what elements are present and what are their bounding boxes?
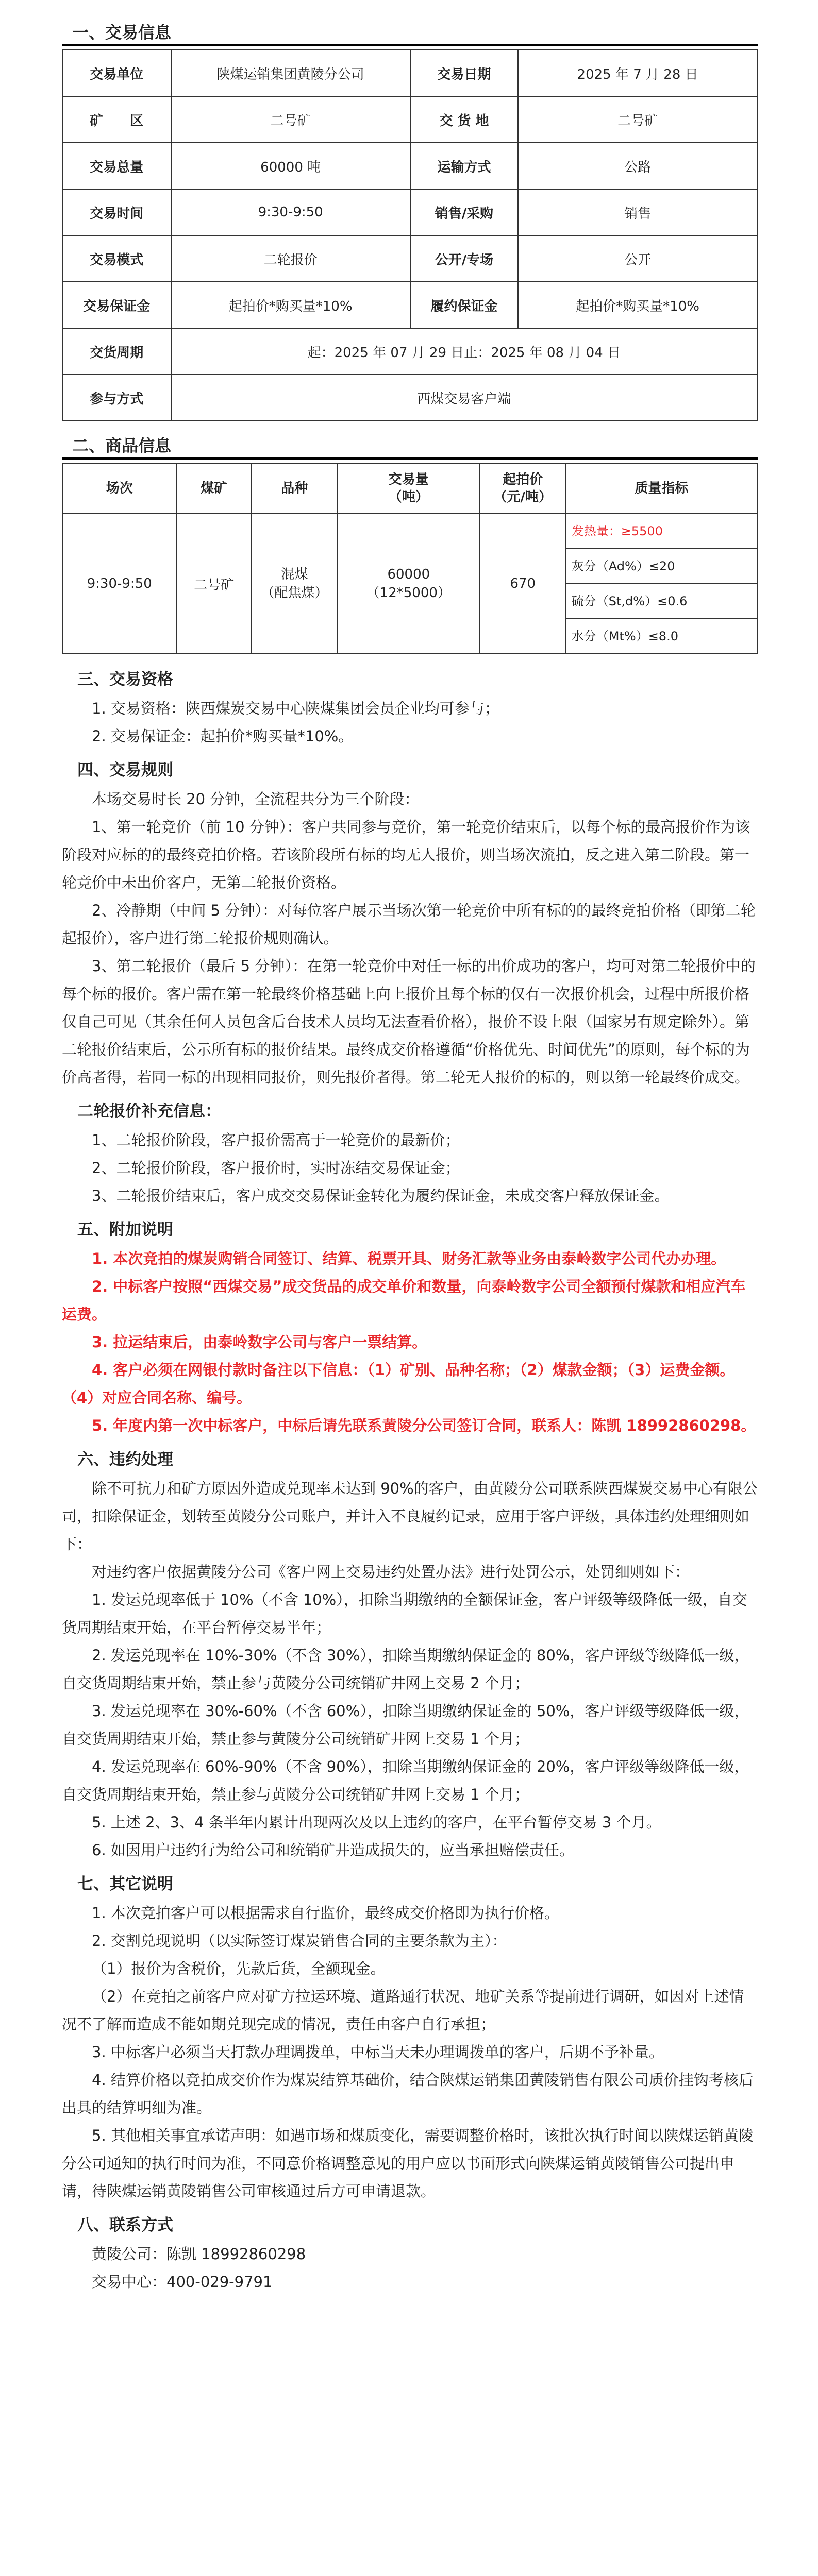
section-title: 四、交易规则: [77, 761, 173, 779]
section-title: 三、交易资格: [77, 670, 173, 689]
section-rule: [62, 44, 758, 46]
contact-company: 黄陵公司：陈凯 18992860298: [92, 2245, 306, 2263]
quality-sulfur: 硫分（St,d%）≤0.6: [566, 584, 757, 619]
section-trade-info: [62, 21, 758, 421]
section-additional-notes: 五、附加说明 1. 本次竞拍的煤炭购销合同签订、结算、税票开具、财务汇款等业务由泰岭数字公司代办办理。 2. 中标客户按照“西煤交易”成交货品的成交单价和数量，向泰岭数字公司全额预付煤款和相应汽车运费。 3. 拉运结束后，由泰岭数字公司与客户一票结算。 4. 客户必须在网银付款时备注以下信息：（1）矿别、品种名称；（2）煤款金额；（3）运费金额。（4）对应合同名称、编号。 5. 年度内第一次中标客户，中标后请先联系黄陵分公司签订合同，联系人：陈凯 18992860298。: [62, 1215, 758, 1439]
table-row: 交易保证金 起拍价*购买量*10% 履约保证金 起拍价*购买量*10%: [62, 282, 757, 328]
section-title: 二、商品信息: [72, 436, 172, 455]
quality-cell: [566, 514, 757, 654]
table-row: 交易单位 陕煤运销集团黄陵分公司 交易日期 2025 年 7 月 28 日: [62, 50, 757, 96]
section-breach: 六、违约处理 除不可抗力和矿方原因外造成兑现率未达到 90%的客户，由黄陵分公司联系陕西煤炭交易中心有限公司，扣除保证金，划转至黄陵分公司账户，并计入不良履约记录，应用于客户评级，具体违约处理细则如下： 对违约客户依据黄陵分公司《客户网上交易违约处置办法》进行处罚公示，处罚细则如下： 1. 发运兑现率低于 10%（不含 10%），扣除当期缴纳的全额保证金，客户评级等级降低一级，自交货周期结束开始，在平台暂停交易半年； 2. 发运兑现率在 10%-30%（不含 30%），扣除当期缴纳保证金的 80%，客户评级等级降低一级，自交货周期结束开始，禁止参与黄陵分公司统销矿井网上交易 2 个月； 3. 发运兑现率在 30%-60%（不含 60%），扣除当期缴纳保证金的 50%，客户评级等级降低一级，自交货周期结束开始，禁止参与黄陵分公司统销矿井网上交易 1 个月； 4. 发运兑现率在 60%-90%（不含 90%），扣除当期缴纳保证金的 20%，客户评级等级降低一级，自交货周期结束开始，禁止参与黄陵分公司统销矿井网上交易 1 个月； 5. 上述 2、3、4 条半年内累计出现两次及以上违约的客户，在平台暂停交易 3 个月。 6. 如因用户违约行为给公司和统销矿井造成损失的，应当承担赔偿责任。: [62, 1445, 758, 1864]
section-title: 六、违约处理: [77, 1450, 173, 1469]
announcement-document: [62, 21, 758, 2296]
section-title: 二轮报价补充信息：: [77, 1102, 221, 1121]
section-other-notes: 七、其它说明 1. 本次竞拍客户可以根据需求自行监价，最终成交价格即为执行价格。 2. 交割兑现说明（以实际签订煤炭销售合同的主要条款为主）： （1）报价为含税价，先款后货，全额现金。 （2）在竞拍之前客户应对矿方拉运环境、道路通行状况、地矿关系等提前进行调研，如因对上述情况不了解而造成不能如期兑现完成的情况，责任由客户自行承担； 3. 中标客户必须当天打款办理调拨单，中标当天未办理调拨单的客户，后期不予补量。 4. 结算价格以竞拍成交价作为煤炭结算基础价，结合陕煤运销集团黄陵销售有限公司质价挂钩考核后出具的结算明细为准。 5. 其他相关事宜承诺声明：如遇市场和煤质变化，需要调整价格时，该批次执行时间以陕煤运销黄陵分公司通知的执行时间为准，不同意价格调整意见的用户应以书面形式向陕煤运销黄陵销售公司提出申请，待陕煤运销黄陵销售公司审核通过后方可申请退款。: [62, 1869, 758, 2205]
section-supplement: 二轮报价补充信息： 1、二轮报价阶段，客户报价需高于一轮竞价的最新价； 2、二轮报价阶段，客户报价时，实时冻结交易保证金； 3、二轮报价结束后，客户成交交易保证金转化为履约保证金，未成交客户释放保证金。: [62, 1096, 758, 1210]
section-qualification: 三、交易资格 1. 交易资格：陕西煤炭交易中心陕煤集团会员企业均可参与； 2. 交易保证金：起拍价*购买量*10%。: [62, 665, 758, 750]
table-row: 交易时间 9:30-9:50 销售/采购 销售: [62, 189, 757, 235]
table-header-row: 场次 煤矿 品种 交易量 （吨） 起拍价 （元/吨） 质量指标: [62, 463, 757, 514]
section-title: 八、联系方式: [77, 2216, 173, 2234]
table-row: 交易总量 60000 吨 运输方式 公路: [62, 143, 757, 189]
section-rule: [62, 457, 758, 460]
table-row: 交货周期 起：2025 年 07 月 29 日止：2025 年 08 月 04 日: [62, 328, 757, 375]
section-rules: 四、交易规则 本场交易时长 20 分钟，全流程共分为三个阶段： 1、第一轮竞价（前 10 分钟）：客户共同参与竞价，第一轮竞价结束后，以每个标的最高报价作为该阶段对应标的的最终竞拍价格。若该阶段所有标的均无人报价，则当场次流拍，反之进入第二阶段。第一轮竞价中未出价客户，无第二轮报价资格。 2、冷静期（中间 5 分钟）：对每位客户展示当场次第一轮竞价中所有标的的最终竞拍价格（即第二轮起报价），客户进行第二轮报价规则确认。 3、第二轮报价（最后 5 分钟）：在第一轮竞价中对任一标的出价成功的客户，均可对第二轮报价中的每个标的报价。客户需在第一轮最终价格基础上向上报价且每个标的仅有一次报价机会，过程中所报价格仅自己可见（其余任何人员包含后台技术人员均无法查看价格），报价不设上限（国家另有规定除外）。第二轮报价结束后，公示所有标的报价结果。最终成交价格遵循“价格优先、时间优先”的原则，每个标的为价高者得，若同一标的出现相同报价，则先报价者得。第二轮无人报价的标的，则以第一轮最终价成交。: [62, 755, 758, 1091]
quality-moisture: 水分（Mt%）≤8.0: [571, 629, 678, 643]
trade-info-table: [62, 49, 758, 421]
table-row: 9:30-9:50 二号矿 混煤 （配焦煤） 60000 （12*5000） 670 发热量：≥5500 灰分（Ad%）≤20 硫分（St,d%）≤0.6 水分（Mt%）≤8.0: [62, 514, 757, 654]
quality-ash: 灰分（Ad%）≤20: [566, 549, 757, 584]
section-contact: [62, 2210, 758, 2296]
section-goods-info: [62, 434, 758, 654]
contact-exchange: 交易中心：400-029-9791: [92, 2273, 273, 2291]
quality-heat: 发热量：≥5500: [566, 514, 757, 549]
table-row: 矿 区 二号矿 交 货 地 二号矿: [62, 96, 757, 143]
section-title: 七、其它说明: [77, 1875, 173, 1893]
table-row: 交易模式 二轮报价 公开/专场 公开: [62, 235, 757, 282]
section-title: 一、交易信息: [72, 23, 172, 42]
goods-table: [62, 463, 758, 654]
section-title: 五、附加说明: [77, 1221, 173, 1239]
table-row: 参与方式 西煤交易客户端: [62, 375, 757, 421]
